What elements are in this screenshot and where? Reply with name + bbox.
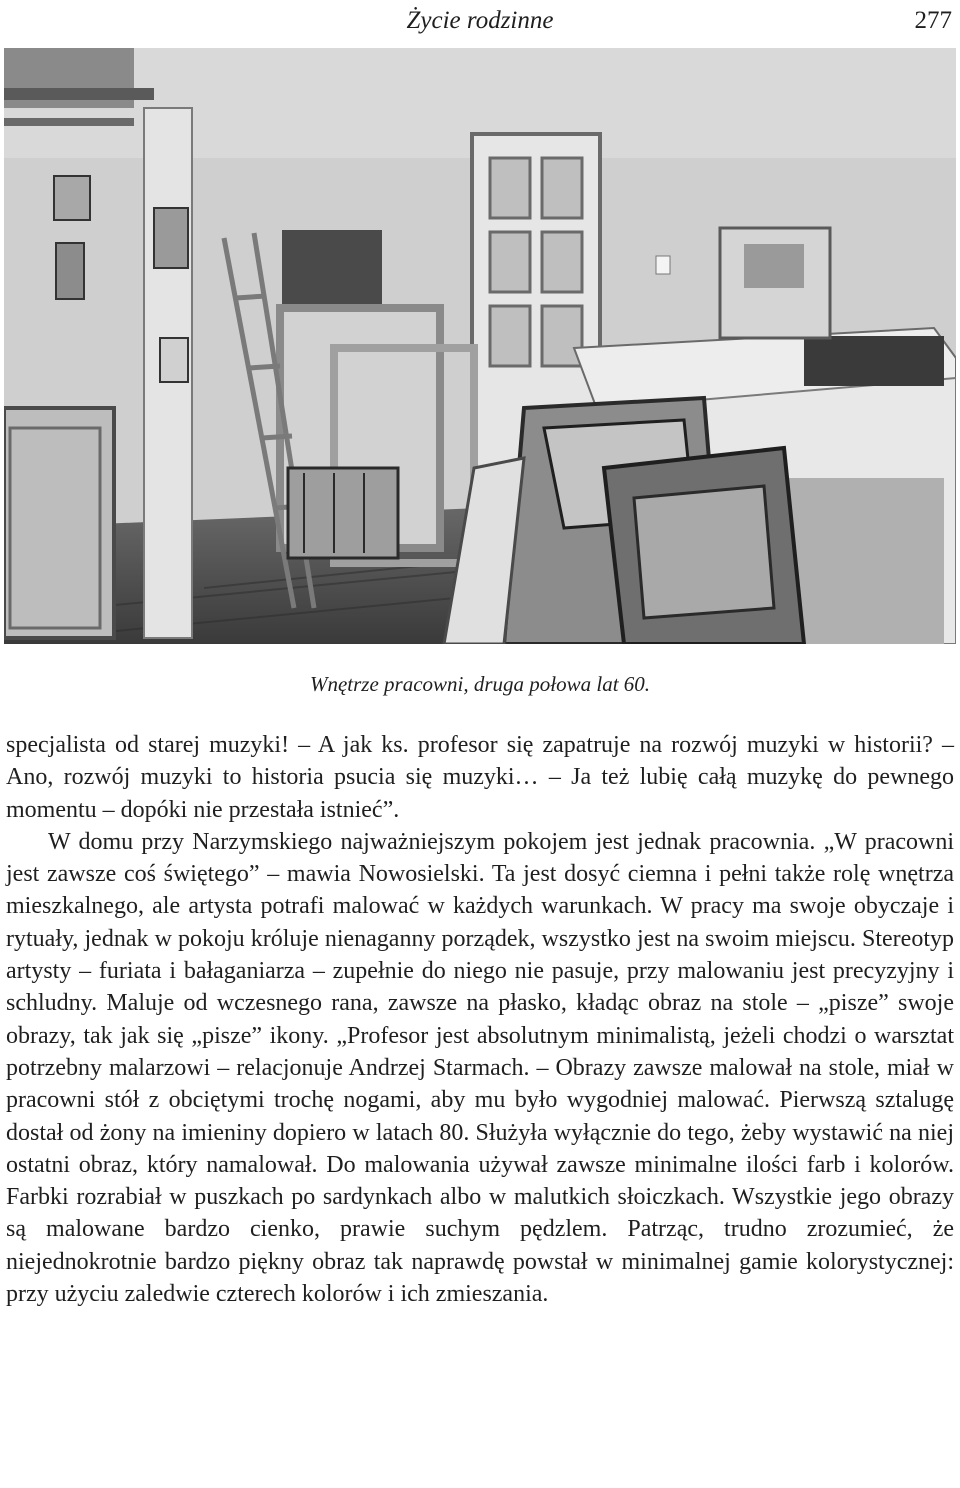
figure-caption: Wnętrze pracowni, druga połowa lat 60. <box>309 672 651 696</box>
studio-photo <box>4 48 956 644</box>
chapter-title: Życie rodzinne <box>406 7 554 34</box>
body-text <box>6 729 954 1310</box>
running-head <box>0 4 960 38</box>
paragraph: specjalista od starej muzyki! – A jak ks. profesor się zapatruje na rozwój muzyki w historii? – Ano, rozwój muzyki to historia psucia się muzyki… – Ja też lubię całą muzykę do pewnego momentu – dopóki nie przestała istnieć”. <box>6 732 954 823</box>
paragraph: W domu przy Narzymskiego najważniejszym pokojem jest jednak pracownia. „W pracowni jest zawsze coś świętego” – mawia Nowosielski. Ta jest dosyć ciemna i pełni także rolę wnętrza mieszkalnego, ale artysta potrafi malować w każdych warunkach. W pracy ma swoje obyczaje i rytuały, jednak w pokoju króluje nienaganny porządek, wszystko jest na swoim miejscu. Stereotyp artysty – furiata i bałaganiarza – zupełnie do niego nie pasuje, przy malowaniu jest precyzyjny i schludny. Maluje od wczesnego rana, zawsze na płasko, kładąc obraz na stole – „pisze” swoje obrazy, tak jak się „pisze” ikony. „Profesor jest absolutnym minimalistą, jeżeli chodzi o warsztat potrzebny malarzowi – relacjonuje Andrzej Starmach. – Obrazy zawsze malował na stole, miał w pracowni stół z obciętymi trochę nogami, aby mu było wygodniej malować. Pierwszą sztalugę dostał od żony na imieniny dopiero w latach 80. Służyła wyłącznie do tego, żeby wystawić na niej ostatni obraz, który namalował. Do malowania używał zawsze minimalne ilości farb i kolorów. Farbki rozrabiał w puszkach po sardynkach albo w malutkich słoiczkach. Wszystkie jego obrazy są malowane bardzo cienko, prawie suchym pędzlem. Patrząc, trudno zrozumieć, że niejednokrotnie bardzo piękny obraz tak naprawdę powstał w minimalnej gamie kolorystycznej: przy użyciu zaledwie czterech kolorów i ich zmieszania. <box>6 828 954 1308</box>
page-number: 277 <box>914 7 952 34</box>
